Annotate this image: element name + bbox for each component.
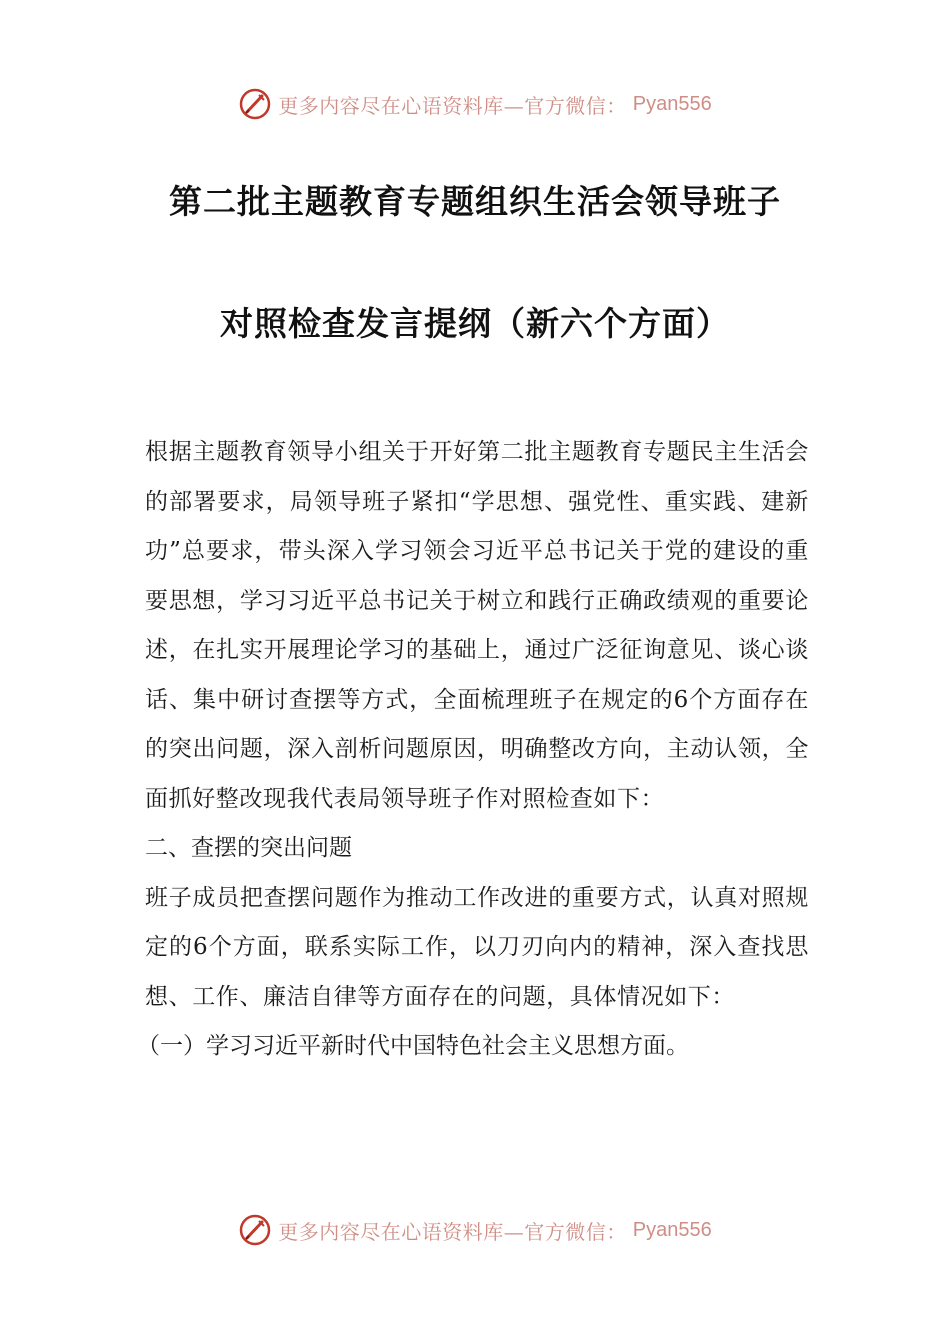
watermark-handle: Pyan556 <box>632 92 712 115</box>
section-paragraph: 班子成员把查摆问题作为推动工作改进的重要方式，认真对照规定的6个方面，联系实际工作，以刀刃向内的精神，深入查找思想、工作、廉洁自律等方面存在的问题，具体情况如下： <box>145 884 809 1010</box>
subsection-heading: （一）学习习近平新时代中国特色社会主义思想方面。 <box>137 1033 689 1059</box>
pen-logo-icon <box>238 1213 272 1247</box>
pen-logo-icon <box>238 87 272 121</box>
watermark-header <box>0 84 950 124</box>
section-heading: 二、查摆的突出问题 <box>145 835 352 861</box>
document-title-line2: 对照检查发言提纲（新六个方面） <box>220 304 730 343</box>
document-body <box>137 428 809 1072</box>
watermark-text: 更多内容尽在心语资料库—官方微信： <box>278 93 627 118</box>
watermark-text: 更多内容尽在心语资料库—官方微信： <box>278 1219 627 1244</box>
document-title-line1: 第二批主题教育专题组织生活会领导班子 <box>169 182 781 221</box>
watermark-handle: Pyan556 <box>632 1218 712 1241</box>
intro-paragraph: 根据主题教育领导小组关于开好第二批主题教育专题民主生活会的部署要求，局领导班子紧扣“学思想、强党性、重实践、建新功”总要求，带头深入学习领会习近平总书记关于党的建设的重要思想，学习习近平总书记关于树立和践行正确政绩观的重要论述，在扎实开展理论学习的基础上，通过广泛征询意见、谈心谈话、集中研讨查摆等方式，全面梳理班子在规定的6个方面存在的突出问题，深入剖析问题原因，明确整改方向，主动认领，全面抓好整改现我代表局领导班子作对照检查如下： <box>145 439 809 812</box>
watermark-footer <box>0 1210 950 1250</box>
